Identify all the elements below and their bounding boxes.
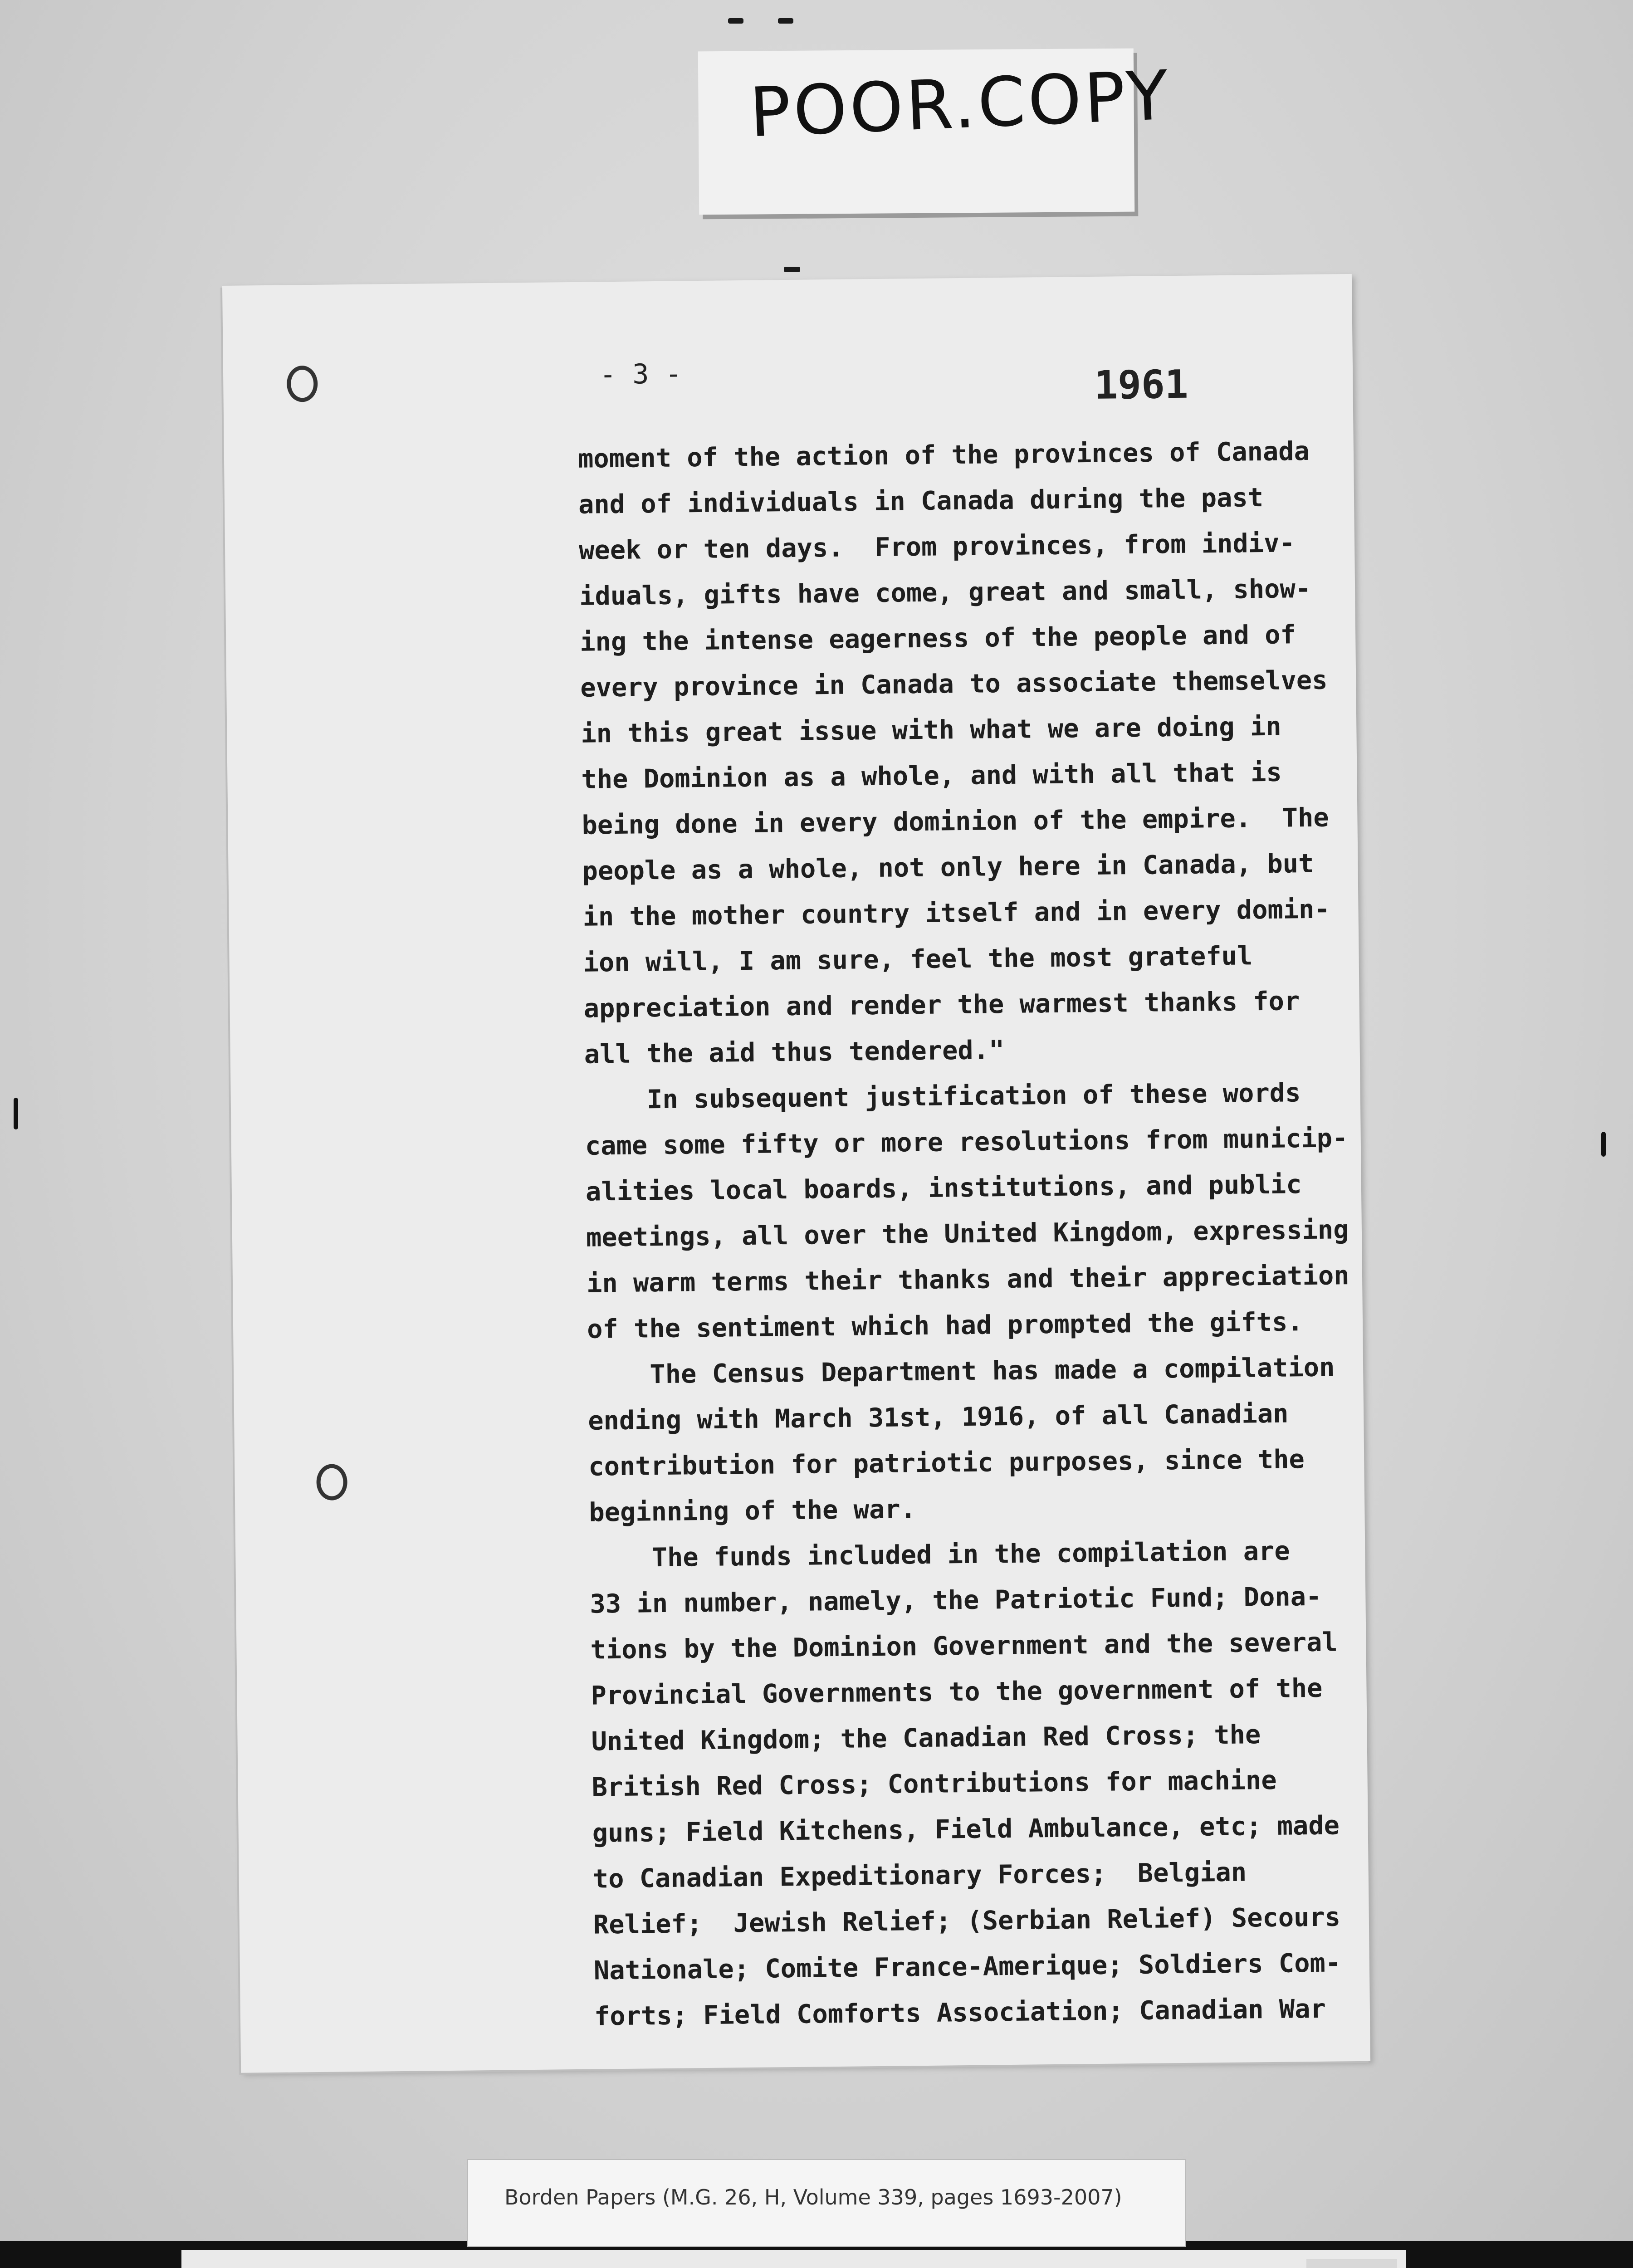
text-line: to Canadian Expeditionary Forces; Belgian [592, 1857, 1247, 1894]
text-line: people as a whole, not only here in Canada, but [582, 848, 1314, 886]
text-line: every province in Canada to associate themselves [580, 665, 1328, 703]
text-line: In subsequent justification of these words [584, 1078, 1301, 1115]
page-number: 1961 [1094, 362, 1189, 408]
text-line: week or ten days. From provinces, from indiv- [578, 528, 1295, 566]
citation-text: Borden Papers (M.G. 26, H, Volume 339, pages 1693-2007) [504, 2185, 1122, 2209]
text-line: came some fifty or more resolutions from municip- [585, 1123, 1348, 1161]
text-line: The Census Department has made a compilation [587, 1352, 1335, 1390]
text-line: in warm terms their thanks and their appreciation [586, 1261, 1349, 1299]
film-mark [728, 18, 743, 24]
text-line: of the sentiment which had prompted the gifts. [587, 1307, 1303, 1344]
text-line: iduals, gifts have come, great and small, show- [579, 573, 1311, 611]
text-line: 33 in number, namely, the Patriotic Fund; Dona- [590, 1581, 1322, 1619]
text-line: all the aid thus tendered." [584, 1035, 1005, 1070]
text-line: contribution for patriotic purposes, since the [588, 1444, 1305, 1482]
text-line: Nationale; Comite France-Amerique; Soldiers Com- [593, 1948, 1341, 1986]
film-mark [778, 18, 793, 24]
text-line: appreciation and render the warmest thanks for [583, 986, 1300, 1024]
text-line: and of individuals in Canada during the past [578, 482, 1264, 520]
punch-hole [287, 366, 318, 402]
text-line: ion will, I am sure, feel the most grateful [583, 941, 1253, 978]
text-line: guns; Field Kitchens, Field Ambulance, etc; made [592, 1810, 1340, 1848]
page-marker: - 3 - [599, 358, 682, 391]
text-line: Provincial Governments to the government of the [591, 1673, 1323, 1711]
text-line: meetings, all over the United Kingdom, expressing [586, 1215, 1349, 1253]
text-line: United Kingdom; the Canadian Red Cross; the [591, 1720, 1261, 1757]
text-line: Relief; Jewish Relief; (Serbian Relief) Secours [593, 1902, 1341, 1940]
film-mark [1601, 1132, 1606, 1157]
text-line: ing the intense eagerness of the people and of [579, 620, 1296, 657]
text-line: British Red Cross; Contributions for machine [592, 1765, 1277, 1803]
poor-copy-text: POOR.COPY [748, 56, 1173, 153]
film-mark [784, 267, 800, 272]
text-line: beginning of the war. [589, 1494, 916, 1528]
citation-label [467, 2159, 1186, 2247]
text-line: in the mother country itself and in every domin- [582, 894, 1330, 932]
typed-body-text [578, 428, 1348, 2039]
text-line: being done in every dominion of the empire. The [582, 802, 1329, 841]
text-line: tions by the Dominion Government and the several [590, 1627, 1338, 1665]
text-line: The funds included in the compilation are [589, 1536, 1290, 1574]
archives-label [181, 2250, 1406, 2268]
text-line: moment of the action of the provinces of Canada [577, 436, 1310, 474]
film-mark [14, 1098, 18, 1129]
text-line: alities local boards, institutions, and public [585, 1169, 1302, 1207]
text-line: the Dominion as a whole, and with all that is [581, 757, 1282, 795]
text-line: ending with March 31st, 1916, of all Canadian [587, 1398, 1289, 1436]
document-page [222, 274, 1370, 2073]
punch-hole [316, 1464, 347, 1501]
text-line: forts; Field Comforts Association; Canadian War [594, 1994, 1326, 2032]
tape-strip [1306, 2259, 1397, 2268]
text-line: in this great issue with what we are doing in [581, 711, 1281, 749]
poor-copy-stamp [698, 49, 1173, 215]
